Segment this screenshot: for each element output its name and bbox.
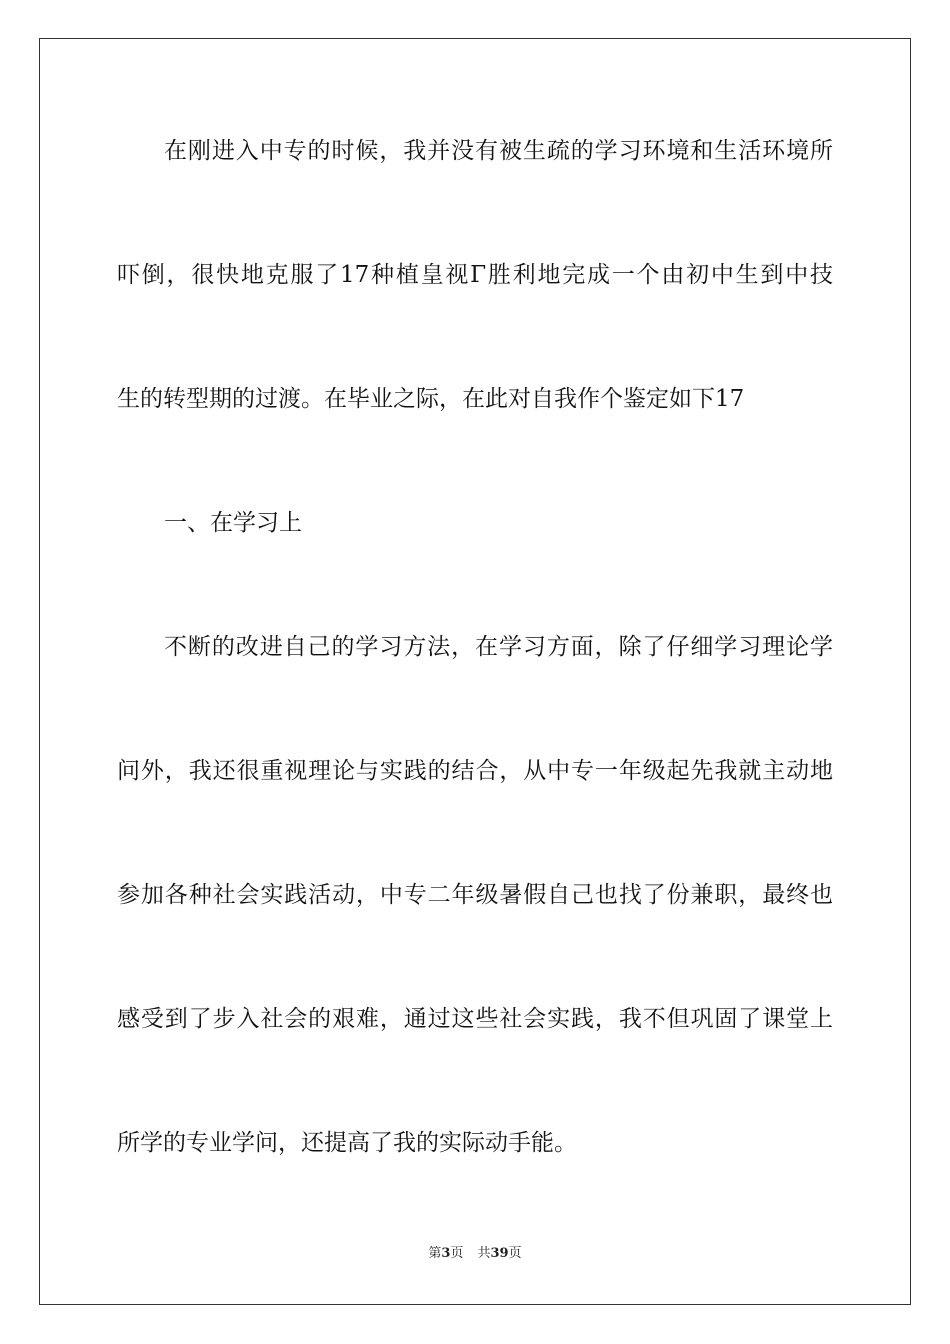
footer-total-prefix: 共	[477, 1246, 491, 1261]
paragraph-2-line-1: 不断的改进自己的学习方法，在学习方面，除了仔细学习理论学	[164, 634, 833, 660]
paragraph-2-line-2: 问外，我还很重视理论与实践的结合，从中专一年级起先我就主动地	[117, 758, 833, 784]
paragraph-1-line-2: 吓倒，很快地克服了17种植皇视Γ胜利地完成一个由初中生到中技	[117, 262, 833, 288]
footer-total-pages: 39	[490, 1246, 509, 1261]
footer-page-number: 3	[441, 1246, 451, 1261]
footer-page-prefix: 第	[428, 1246, 442, 1261]
paragraph-1-line-3: 生的转型期的过渡。在毕业之际，在此对自我作个鉴定如下17	[117, 386, 745, 412]
paragraph-2-line-4: 感受到了步入社会的艰难，通过这些社会实践，我不但巩固了课堂上	[117, 1006, 833, 1032]
footer-page-suffix: 页	[450, 1246, 464, 1261]
paragraph-1-line-1: 在刚进入中专的时候，我并没有被生疏的学习环境和生活环境所	[164, 138, 833, 164]
page-frame	[39, 38, 911, 1305]
paragraph-2-line-3: 参加各种社会实践活动，中专二年级暑假自己也找了份兼职，最终也	[117, 882, 833, 908]
paragraph-2-line-5: 所学的专业学问，还提高了我的实际动手能。	[117, 1130, 577, 1156]
section-heading-study: 一、在学习上	[164, 510, 302, 536]
footer-total-suffix: 页	[508, 1246, 522, 1261]
page-footer	[0, 1245, 950, 1263]
